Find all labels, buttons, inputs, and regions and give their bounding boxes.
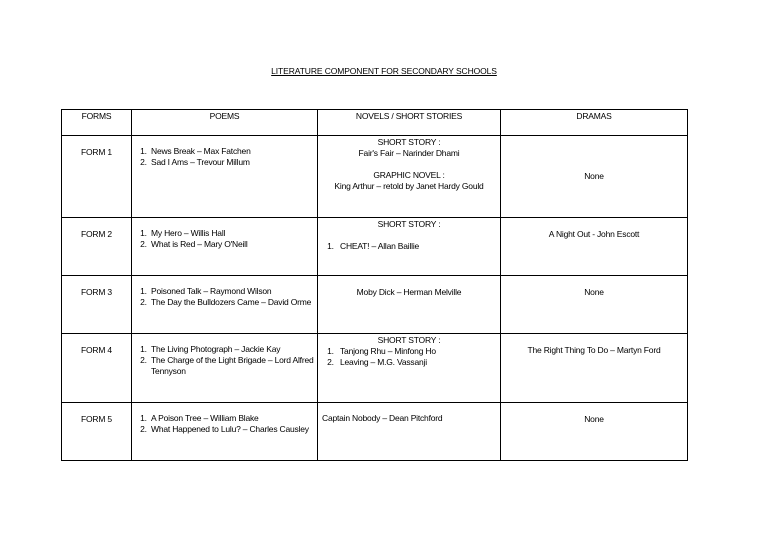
- novel-item: King Arthur – retold by Janet Hardy Gould: [334, 181, 484, 191]
- drama-cell: A Night Out - John Escott: [501, 218, 688, 276]
- novel-item: 1. Tanjong Rhu – Minfong Ho: [336, 346, 500, 357]
- header-row: [62, 110, 688, 136]
- novels-cell: Moby Dick – Herman Melville: [318, 276, 501, 334]
- poem-item: 1. Poisoned Talk – Raymond Wilson: [149, 286, 317, 297]
- form-cell: FORM 3: [62, 276, 132, 334]
- novels-cell: [318, 403, 501, 461]
- poem-item: 1. News Break – Max Fatchen: [149, 146, 317, 157]
- novels-cell: [318, 218, 501, 276]
- poem-item: 1. The Living Photograph – Jackie Kay: [149, 344, 317, 355]
- poems-cell: [132, 276, 318, 334]
- short-story-label: SHORT STORY :: [377, 335, 441, 345]
- poem-item: 2. The Charge of the Light Brigade – Lord Alfred Tennyson: [149, 355, 317, 377]
- novels-cell: [318, 136, 501, 218]
- poem-item: 1. My Hero – Willis Hall: [149, 228, 317, 239]
- header-novels: NOVELS / SHORT STORIES: [318, 110, 501, 136]
- short-story-label: SHORT STORY :: [377, 219, 441, 229]
- form-cell: FORM 2: [62, 218, 132, 276]
- novel-item: Captain Nobody – Dean Pitchford: [322, 413, 443, 423]
- poems-cell: [132, 136, 318, 218]
- novels-cell: [318, 334, 501, 403]
- poem-item: 2. What Happened to Lulu? – Charles Causley: [149, 424, 317, 435]
- poem-item: 2. What is Red – Mary O'Neill: [149, 239, 317, 250]
- novel-item: 2. Leaving – M.G. Vassanji: [336, 357, 500, 368]
- drama-cell: None: [501, 403, 688, 461]
- form-cell: FORM 5: [62, 403, 132, 461]
- short-story-label: SHORT STORY :: [377, 137, 441, 147]
- graphic-novel-label: GRAPHIC NOVEL :: [373, 170, 445, 180]
- table-row-form-5: [62, 403, 688, 461]
- drama-cell: None: [501, 276, 688, 334]
- table-row-form-1: [62, 136, 688, 218]
- novel-item: 1. CHEAT! – Allan Baillie: [336, 241, 500, 252]
- drama-cell: The Right Thing To Do – Martyn Ford: [501, 334, 688, 403]
- poems-cell: [132, 218, 318, 276]
- novel-item: Fair's Fair – Narinder Dhami: [358, 148, 460, 158]
- drama-cell: None: [501, 136, 688, 218]
- header-dramas: DRAMAS: [501, 110, 688, 136]
- form-cell: FORM 4: [62, 334, 132, 403]
- form-cell: FORM 1: [62, 136, 132, 218]
- table-row-form-2: [62, 218, 688, 276]
- table-row-form-4: [62, 334, 688, 403]
- poem-item: 2. Sad I Ams – Trevour Millum: [149, 157, 317, 168]
- literature-table: [61, 109, 688, 461]
- poems-cell: [132, 403, 318, 461]
- table-row-form-3: [62, 276, 688, 334]
- header-poems: POEMS: [132, 110, 318, 136]
- poem-item: 2. The Day the Bulldozers Came – David Orme: [149, 297, 317, 308]
- poems-cell: [132, 334, 318, 403]
- document-title: LITERATURE COMPONENT FOR SECONDARY SCHOOLS: [271, 66, 497, 76]
- header-forms: FORMS: [62, 110, 132, 136]
- poem-item: 1. A Poison Tree – William Blake: [149, 413, 317, 424]
